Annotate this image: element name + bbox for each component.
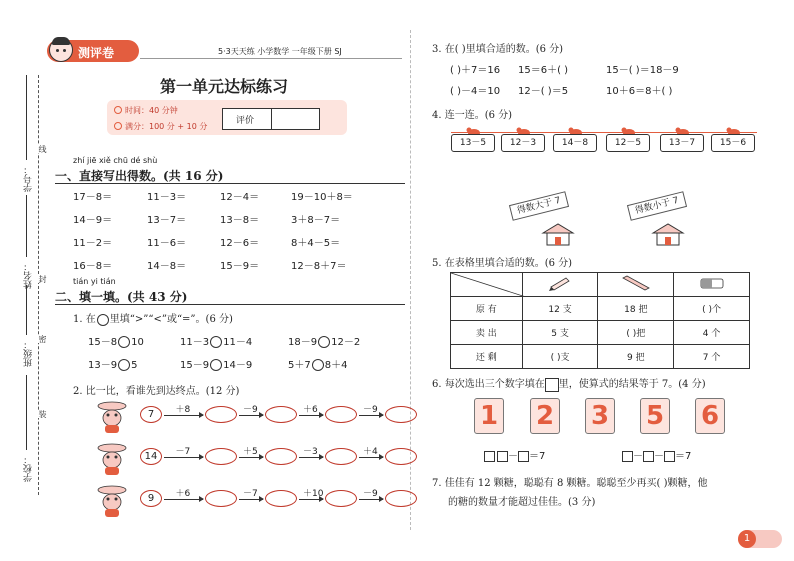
digit-tile[interactable]: 5: [640, 398, 670, 434]
chain-op: ＋10: [303, 489, 324, 499]
score-label: 满分：100 分 + 10 分: [125, 122, 208, 131]
s2-title-rule: [55, 304, 405, 305]
compare-right: 14－9: [223, 360, 253, 371]
chain-arrow: [239, 499, 263, 500]
chain-arrow: [164, 499, 203, 500]
chain-arrow: [359, 415, 383, 416]
answer-oval[interactable]: [265, 448, 297, 465]
card-rope: [451, 132, 757, 133]
chain-op: －9: [363, 489, 378, 499]
table-cell[interactable]: ( )个: [674, 297, 750, 321]
badge-label: 测评卷: [78, 46, 115, 60]
q4-title: 4. 连一连。(6 分): [432, 110, 513, 121]
compare-left: 15－9: [180, 360, 210, 371]
table-cell[interactable]: ( )把: [598, 321, 674, 345]
chain-arrow: [239, 415, 263, 416]
fill-blank-item[interactable]: 15－( )＝18－9: [606, 65, 679, 76]
table-cell: 7 个: [674, 345, 750, 369]
q6-post: 里，使算式的结果等于 7。(4 分): [558, 379, 706, 390]
page-number: 1: [738, 530, 756, 548]
pencil-icon-cell: [522, 273, 598, 297]
compare-left: 11－3: [180, 337, 210, 348]
chain-arrow: [164, 415, 203, 416]
compare-item: [288, 356, 347, 371]
fill-blank-item[interactable]: ( )＋7＝16: [450, 65, 501, 76]
blank-circle-icon[interactable]: [210, 359, 222, 371]
q6-equation-2: － － ＝7: [622, 447, 691, 462]
q1-pre: 1. 在: [73, 314, 96, 325]
time-label: 时间：40 分钟: [125, 106, 178, 115]
q7-line1: 7. 佳佳有 12 颗糖，聪聪有 8 颗糖。聪聪至少再买( )颗糖，他: [432, 478, 708, 489]
margin-name-line: [26, 195, 27, 257]
calc-item: 12－6＝: [220, 238, 260, 249]
compare-left: 5＋7: [288, 360, 311, 371]
fill-blank-item[interactable]: 15＝6＋( ): [518, 65, 569, 76]
calc-item: 19－10＋8＝: [291, 192, 353, 203]
eval-divider: [271, 108, 272, 130]
chain-op: ＋6: [303, 405, 318, 415]
table-cell: 5 支: [522, 321, 598, 345]
q6-pre: 6. 每次选出三个数字填在: [432, 379, 545, 390]
q3-title: 3. 在( )里填合适的数。(6 分): [432, 44, 564, 55]
fill-blank-item[interactable]: 10＋6＝8＋( ): [606, 86, 673, 97]
chain-arrow: [359, 457, 383, 458]
margin-name-label: 姓名：: [24, 262, 34, 289]
expression-card[interactable]: 12－3: [501, 134, 545, 152]
calc-item: 13－8＝: [220, 215, 260, 226]
ruler-icon-cell: [598, 273, 674, 297]
answer-oval[interactable]: [205, 448, 237, 465]
digit-tile[interactable]: 2: [530, 398, 560, 434]
ruler-icon: [621, 275, 651, 291]
chain-arrow: [164, 457, 203, 458]
start-oval: 9: [140, 490, 162, 507]
calc-item: 15－9＝: [220, 261, 260, 272]
calc-item: 12－8＋7＝: [291, 261, 347, 272]
table-cell: 9 把: [598, 345, 674, 369]
s2-title: 二、填一填。(共 43 分): [55, 290, 188, 304]
header-rule: [140, 58, 402, 59]
margin-mark-line: 线: [38, 145, 47, 153]
digit-tile[interactable]: 3: [585, 398, 615, 434]
margin-mark-seal: 封: [38, 275, 47, 283]
answer-oval[interactable]: [265, 490, 297, 507]
q1-instruction: [73, 310, 233, 326]
margin-number-label: 学号：: [24, 165, 34, 192]
header-info: 5·3天天练 小学数学 一年级下册 SJ: [218, 47, 342, 56]
row-header: 原 有: [451, 297, 523, 321]
compare-item: [288, 333, 360, 348]
blank-circle-icon[interactable]: [118, 336, 130, 348]
calc-item: 12－4＝: [220, 192, 260, 203]
house-left-icon: [540, 222, 576, 246]
eval-label: 评价: [236, 116, 255, 126]
blank-circle-icon: [97, 314, 109, 326]
calc-item: 8＋4－5＝: [291, 238, 341, 249]
table-cell: 4 个: [674, 321, 750, 345]
answer-oval[interactable]: [325, 448, 357, 465]
expression-card[interactable]: 14－8: [553, 134, 597, 152]
expression-card[interactable]: 13－5: [451, 134, 495, 152]
digit-tile[interactable]: 6: [695, 398, 725, 434]
table-row: [451, 321, 750, 345]
compare-right: 11－4: [223, 337, 253, 348]
chain-op: －9: [243, 405, 258, 415]
margin-number-line: [26, 75, 27, 160]
expression-card[interactable]: 15－6: [711, 134, 755, 152]
calc-item: 13－7＝: [147, 215, 187, 226]
blank-circle-icon[interactable]: [118, 359, 130, 371]
house-left-sign: 得数大于 7: [509, 191, 569, 221]
expression-card[interactable]: 13－7: [660, 134, 704, 152]
answer-oval[interactable]: [205, 406, 237, 423]
row-header: 还 剩: [451, 345, 523, 369]
margin-mark-secret: 密: [38, 335, 47, 343]
blank-circle-icon[interactable]: [318, 336, 330, 348]
calc-item: 11－2＝: [73, 238, 113, 249]
answer-oval[interactable]: [205, 490, 237, 507]
chain-arrow: [239, 457, 263, 458]
chain-op: －7: [175, 447, 191, 457]
chain-arrow: [299, 457, 323, 458]
answer-oval[interactable]: [325, 490, 357, 507]
compare-right: 8＋4: [324, 360, 348, 371]
q2-title: 2. 比一比，看谁先到达终点。(12 分): [73, 386, 240, 397]
chain-op: －9: [363, 405, 378, 415]
compare-right: 5: [131, 360, 138, 371]
frog-icon: [97, 442, 127, 476]
calc-item: 11－6＝: [147, 238, 187, 249]
compare-item: [88, 356, 137, 371]
s2-pinyin: tián yi tián: [73, 277, 116, 286]
frog-icon: [97, 484, 127, 518]
q6-eq-result: ＝7: [675, 451, 692, 462]
row-header: 卖 出: [451, 321, 523, 345]
q7-line2: 的糖的数量才能超过佳佳。(3 分): [448, 497, 596, 508]
clock-icon: [114, 106, 122, 114]
compare-right: 10: [131, 337, 144, 348]
compare-left: 13－9: [88, 360, 118, 371]
chain-op: －3: [303, 447, 318, 457]
margin-class-line: [26, 285, 27, 335]
table-cell[interactable]: ( )支: [522, 345, 598, 369]
house-right-icon: [650, 222, 686, 246]
table-cell: 12 支: [522, 297, 598, 321]
compare-left: 15－8: [88, 337, 118, 348]
table-cell: 18 把: [598, 297, 674, 321]
blank-square-icon: [545, 378, 559, 392]
calc-item: 17－8＝: [73, 192, 113, 203]
answer-oval[interactable]: [325, 406, 357, 423]
margin-class-label: 班级：: [24, 340, 34, 367]
score-icon: [114, 122, 122, 130]
answer-oval[interactable]: [385, 406, 417, 423]
binding-line: [38, 75, 39, 495]
chain-op: ＋5: [243, 447, 258, 457]
fill-blank-item[interactable]: ( )－4＝10: [450, 86, 501, 97]
chain-op: ＋6: [175, 489, 191, 499]
margin-school-label: 学校：: [24, 455, 34, 482]
eraser-icon-cell: [674, 273, 750, 297]
start-oval: 14: [140, 448, 162, 465]
q1-post: 里填“>”“<”或“=”。(6 分): [109, 314, 233, 325]
page-title: 第一单元达标练习: [160, 77, 289, 96]
compare-item: [180, 333, 252, 348]
compare-right: 12－2: [331, 337, 361, 348]
chain-op: －7: [243, 489, 258, 499]
q5-title: 5. 在表格里填合适的数。(6 分): [432, 258, 573, 269]
table-row: [451, 297, 750, 321]
start-oval: 7: [140, 406, 162, 423]
table-row: [451, 345, 750, 369]
digit-tile[interactable]: 1: [474, 398, 504, 434]
expression-card[interactable]: 12－5: [606, 134, 650, 152]
chain-op: ＋4: [363, 447, 378, 457]
calc-item: 14－9＝: [73, 215, 113, 226]
answer-oval[interactable]: [265, 406, 297, 423]
pencil-icon: [548, 275, 572, 291]
compare-item: [180, 356, 252, 371]
calc-item: 11－3＝: [147, 192, 187, 203]
house-right-sign: 得数小于 7: [627, 191, 687, 221]
blank-circle-icon[interactable]: [210, 336, 222, 348]
compare-item: [88, 333, 144, 348]
s1-pinyin: zhí jiē xiě chū dé shù: [73, 156, 158, 165]
margin-school-line: [26, 375, 27, 450]
frog-icon: [97, 400, 127, 434]
cartoon-avatar-icon: [49, 38, 73, 62]
q6-equation-1: － ＝7: [484, 447, 545, 462]
chain-arrow: [359, 499, 383, 500]
calc-item: 14－8＝: [147, 261, 187, 272]
s1-title-rule: [55, 183, 405, 184]
table-corner-diagonal: [451, 273, 526, 297]
chain-op: ＋8: [175, 405, 191, 415]
chain-arrow: [299, 499, 323, 500]
q6-instruction: [432, 375, 706, 392]
eraser-icon: [698, 275, 726, 291]
fill-blank-item[interactable]: 12－( )＝5: [518, 86, 569, 97]
calc-item: 16－8＝: [73, 261, 113, 272]
calc-item: 3＋8－7＝: [291, 215, 341, 226]
chain-arrow: [299, 415, 323, 416]
answer-oval[interactable]: [385, 490, 417, 507]
answer-oval[interactable]: [385, 448, 417, 465]
compare-left: 18－9: [288, 337, 318, 348]
s1-title: 一、直接写出得数。(共 16 分): [55, 169, 224, 183]
blank-circle-icon[interactable]: [312, 359, 324, 371]
margin-mark-bind: 装: [38, 410, 47, 418]
q6-eq-result: ＝7: [529, 451, 546, 462]
